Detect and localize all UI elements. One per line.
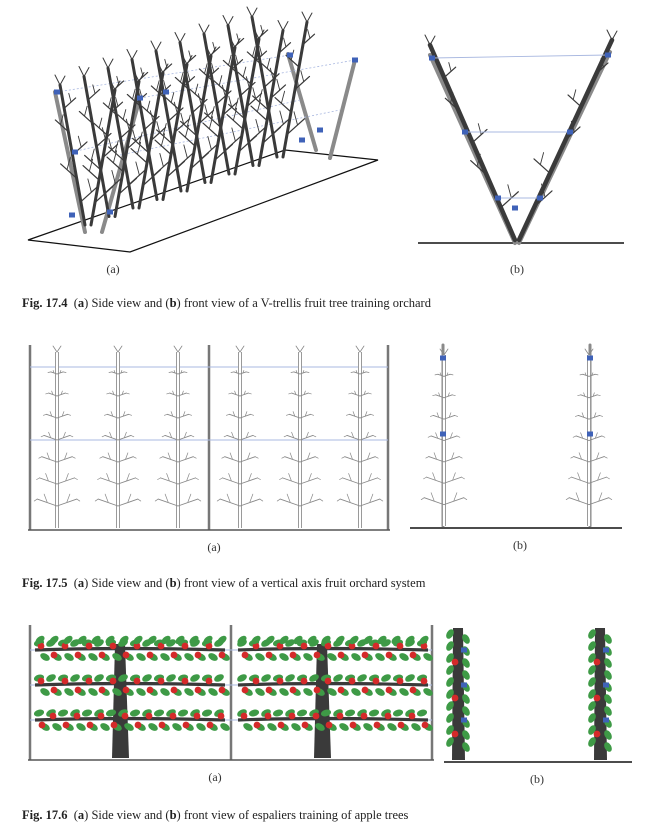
figure-17-4a-label: (a): [106, 262, 120, 276]
wire-clip: [603, 718, 609, 723]
figure-17-4-caption: Fig. 17.4 (a) Side view and (b) front view of a V-trellis fruit tree training orchard: [22, 296, 431, 310]
wire-clip: [461, 683, 467, 688]
figure-17-6-caption: Fig. 17.6 (a) Side view and (b) front view of espaliers training of apple trees: [22, 808, 409, 822]
caption-b-marker: b: [169, 576, 177, 590]
wire-clip: [603, 683, 609, 688]
caption-a-text: Side view and: [91, 576, 163, 590]
caption-figure-number: Fig. 17.6: [22, 808, 68, 822]
figure-17-5-caption: Fig. 17.5 (a) Side view and (b) front view of a vertical axis fruit orchard system: [22, 576, 426, 590]
caption-a-marker: a: [77, 808, 85, 822]
caption-b-marker: b: [169, 296, 177, 310]
caption-a-marker: a: [77, 296, 85, 310]
apple: [594, 695, 601, 702]
wire-clip: [603, 648, 609, 653]
apple: [452, 659, 459, 666]
caption-b-marker: b: [169, 808, 177, 822]
caption-a-marker: a: [77, 576, 85, 590]
caption-b-text: front view of a V-trellis fruit tree training orchard: [183, 296, 431, 310]
wire-clip: [461, 718, 467, 723]
caption-a-text: Side view and: [91, 808, 163, 822]
apple: [452, 695, 459, 702]
figure-17-4b-label: (b): [510, 262, 524, 276]
apple: [452, 731, 459, 738]
figure-17-6b-label: (b): [530, 772, 544, 786]
figure-17-5b-label: (b): [513, 538, 527, 552]
apple: [594, 731, 601, 738]
figure-17-5a-label: (a): [207, 540, 221, 554]
figure-17-6a-label: (a): [208, 770, 222, 784]
caption-a-text: Side view and: [91, 296, 163, 310]
apple: [594, 659, 601, 666]
caption-figure-number: Fig. 17.4: [22, 296, 68, 310]
wire-clip: [461, 648, 467, 653]
caption-figure-number: Fig. 17.5: [22, 576, 68, 590]
caption-b-text: front view of espaliers training of apple trees: [183, 808, 409, 822]
caption-b-text: front view of a vertical axis fruit orchard system: [183, 576, 426, 590]
